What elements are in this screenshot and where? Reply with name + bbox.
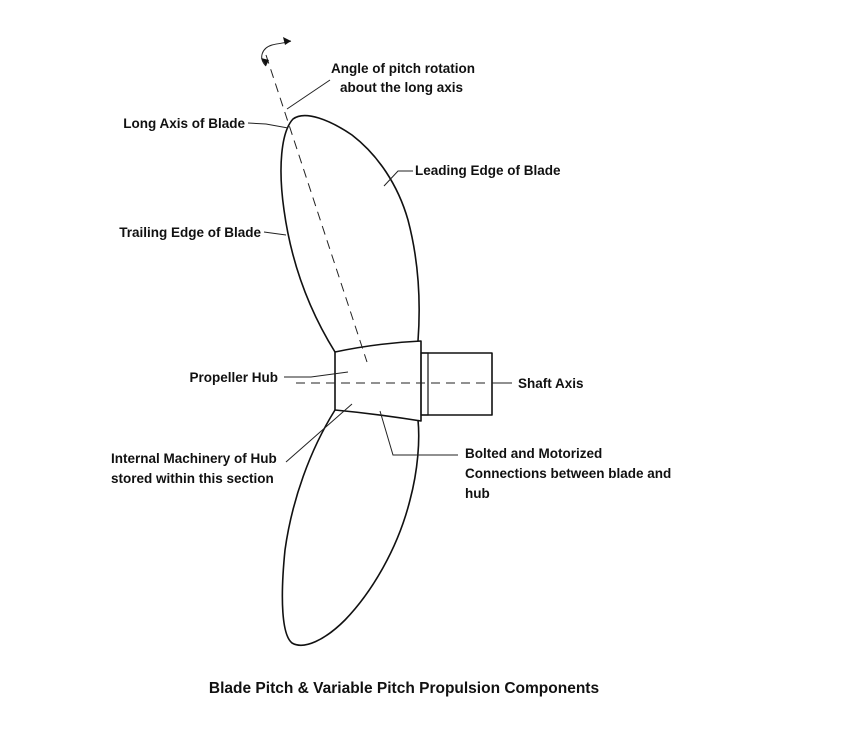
leader-propeller-hub: [284, 372, 348, 377]
propeller-hub-body: [335, 341, 421, 421]
label-bolted-line3: hub: [465, 486, 490, 501]
label-internal-machinery-line2: stored within this section: [111, 471, 274, 486]
long-axis-line: [266, 55, 367, 362]
shaft-body: [421, 353, 492, 415]
label-bolted-line2: Connections between blade and: [465, 466, 672, 481]
leader-long-axis: [248, 123, 288, 128]
label-long-axis: Long Axis of Blade: [123, 116, 245, 131]
hub-inner-section: [421, 353, 428, 415]
label-pitch-rotation-line1: Angle of pitch rotation: [331, 61, 475, 76]
label-bolted-line1: Bolted and Motorized: [465, 446, 603, 461]
leader-internal-machinery: [286, 404, 352, 462]
label-pitch-rotation-line2: about the long axis: [340, 80, 464, 95]
diagram-caption: Blade Pitch & Variable Pitch Propulsion Components: [208, 680, 600, 697]
label-trailing-edge: Trailing Edge of Blade: [119, 225, 261, 240]
lower-blade-outline: [282, 410, 418, 645]
label-leading-edge: Leading Edge of Blade: [415, 163, 561, 178]
label-internal-machinery-line1: Internal Machinery of Hub: [111, 451, 277, 466]
rotation-arrow-icon: [261, 37, 291, 66]
label-propeller-hub: Propeller Hub: [189, 370, 278, 385]
leader-leading-edge: [384, 171, 413, 186]
upper-blade-outline: [281, 116, 419, 352]
leader-trailing-edge: [264, 232, 286, 235]
label-shaft-axis: Shaft Axis: [518, 376, 584, 391]
leader-pitch-rotation: [287, 80, 330, 109]
